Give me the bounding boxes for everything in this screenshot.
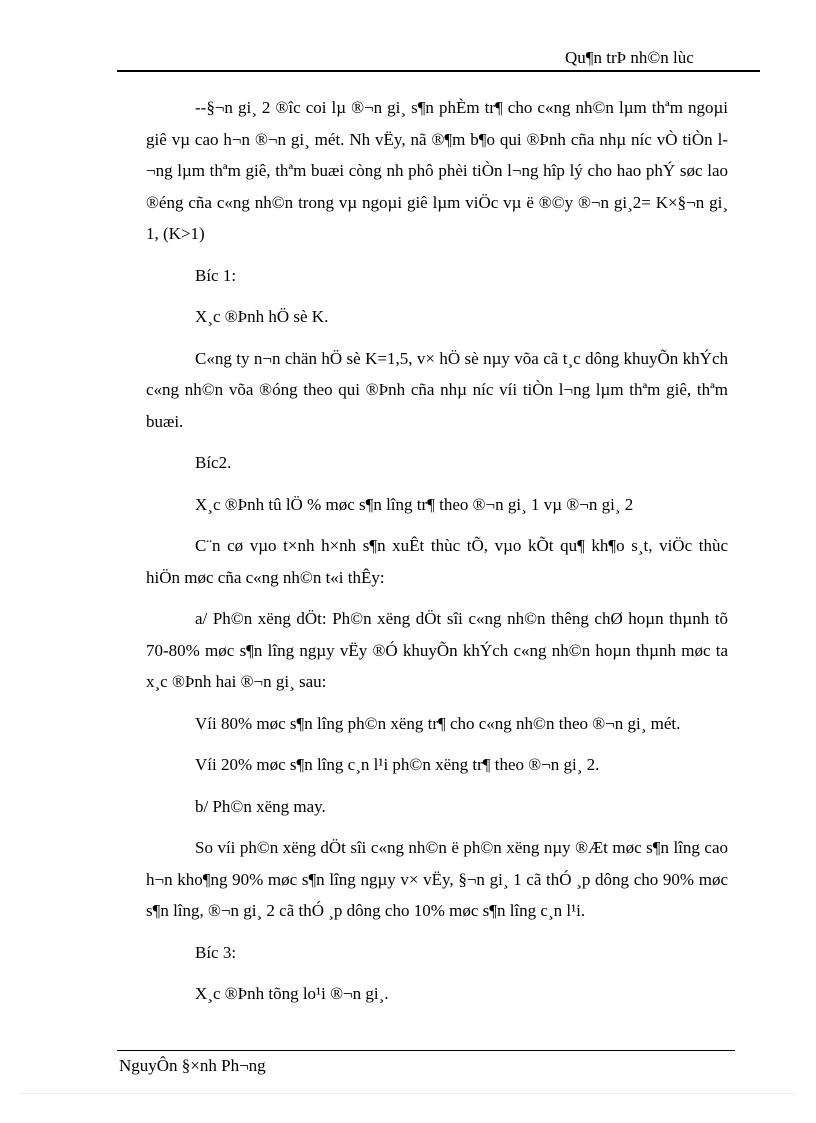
paragraph: a/ Ph©n xëng dÖt: Ph©n xëng dÖt sîi c«ng nh©n thêng chØ hoµn thµnh tõ 70-80% møc s¶n lîng ngµy vËy ®Ó khuyÕn khÝch c«ng nh©n hoµn thµnh møc ta x¸c ®Þnh hai ®¬n gi¸ sau: [146, 609, 728, 691]
paragraph: So víi ph©n xëng dÖt sîi c«ng nh©n ë ph©n xëng nµy ®Æt møc s¶n lîng cao h¬n kho¶ng 90% møc s¶n lîng ngµy v× vËy, §¬n gi¸ 1 cã thÓ ¸p dông cho 90% møc s¶n lîng, ®¬n gi¸ 2 cã thÓ ¸p dông cho 10% møc s¶n lîng c¸n l¹i. [146, 838, 728, 920]
paragraph: --§¬n gi¸ 2 ®îc coi lµ ®¬n gi¸ s¶n phÈm tr¶ cho c«ng nh©n lµm thªm ngoµi giê vµ cao h¬n ®¬n gi¸ mét. Nh vËy, nã ®¶m b¶o qui ®Þnh cña nhµ níc vÒ tiÒn l¬ng lµm thªm giê, thªm buæi còng nh phô phèi tiÒn l¬ng hîp lý cho hao phÝ søc lao ®éng cña c«ng nh©n trong vµ ngoµi giê lµm viÖc vµ ë ®©y ®¬n gi¸2= K×§¬n gi¸ 1, (K>1) [146, 98, 728, 243]
paragraph: Bíc 3: [195, 942, 237, 962]
header-title: Qu¶n trÞ nh©n lùc [565, 48, 694, 67]
header-rule [117, 70, 760, 72]
paragraph: X¸c ®Þnh tû lÖ % møc s¶n lîng tr¶ theo ®¬n gi¸ 1 vµ ®¬n gi¸ 2 [195, 494, 634, 514]
paragraph: Bíc 1: [195, 265, 237, 285]
paragraph: Víi 80% møc s¶n lîng ph©n xëng tr¶ cho c«ng nh©n theo ®¬n gi¸ mét. [195, 713, 681, 733]
paragraph: Bíc2. [195, 453, 232, 472]
paragraph: Víi 20% møc s¶n lîng c¸n l¹i ph©n xëng tr¶ theo ®¬n gi¸ 2. [195, 755, 600, 774]
paragraph: X¸c ®Þnh tõng lo¹i ®¬n gi¸. [195, 984, 389, 1003]
paragraph: C¨n cø vµo t×nh h×nh s¶n xuÊt thùc tÕ, vµo kÕt qu¶ kh¶o s¸t, viÖc thùc hiÖn møc cña c«ng nh©n t«i thÊy: [146, 536, 728, 587]
footer-rule [117, 1050, 735, 1051]
paragraph: C«ng ty n¬n chän hÖ sè K=1,5, v× hÖ sè nµy võa cã t¸c dông khuyÕn khÝch c«ng nh©n võa ®óng theo qui ®Þnh cña nhµ níc víi tiÒn l¬ng lµm thªm giê, thªm buæi. [146, 348, 728, 431]
paragraph: X¸c ®Þnh hÖ sè K. [195, 307, 329, 326]
page-bottom-divider [20, 1093, 796, 1094]
paragraph: b/ Ph©n xëng may. [195, 796, 326, 816]
footer-author: NguyÔn §×nh Ph¬ng [119, 1056, 266, 1075]
document-body [146, 92, 728, 1020]
